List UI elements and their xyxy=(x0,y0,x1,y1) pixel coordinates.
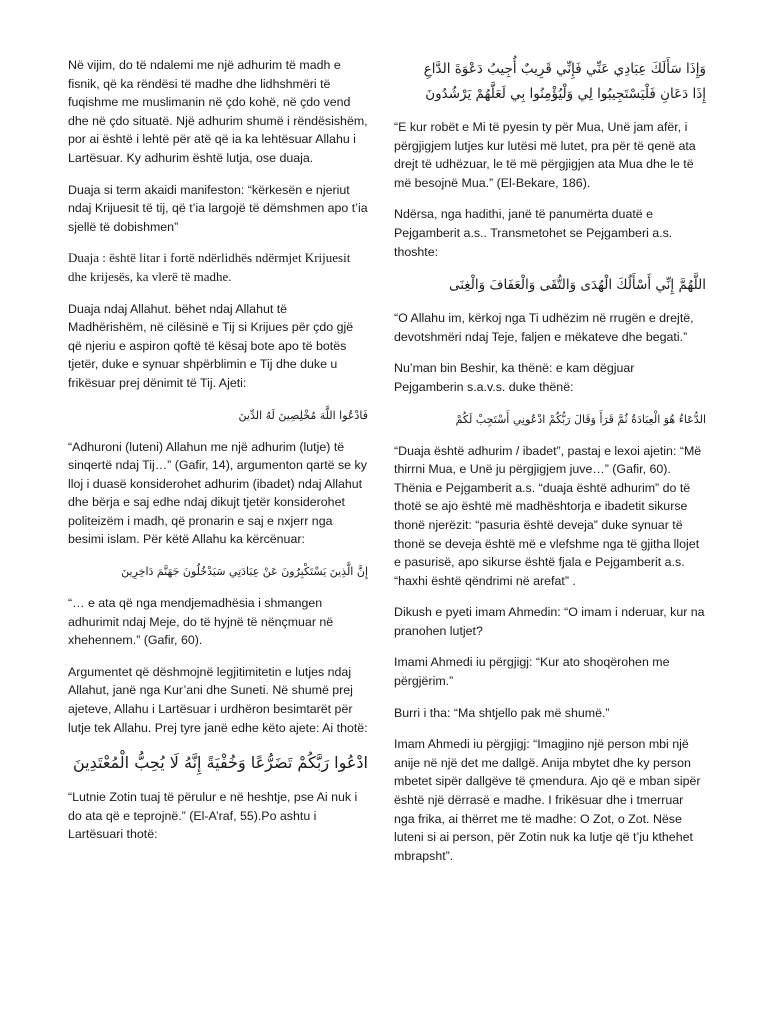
araf-55-translation: “Lutnie Zotin tuaj të përulur e në heshtje, pse Ai nuk i do ata që e teprojnë.” (El-A’raf, 55).Po ashtu i Lartësuari thotë: xyxy=(68,790,358,842)
man-request-paragraph: Burri i tha: “Ma shtjello pak më shumë.” xyxy=(394,705,610,720)
gafir-60-translation: “… e ata që nga mendjemadhësia i shmangen adhurimit ndaj Meje, do të hyjnë të nënçmuar në xhehennem.” (Gafir, 60). xyxy=(68,596,334,648)
arabic-hadith-ibadah: الدُّعَاءُ هُوَ الْعِبَادَةُ ثُمَّ قَرَأَ وَقَالَ رَبُّكُمْ ادْعُونِي أَسْتَجِبْ لَكُمْ xyxy=(455,412,706,426)
left-column xyxy=(68,56,368,857)
ibadah-explanation-paragraph: “Duaja është adhurim / ibadet”, pastaj e lexoi ajetin: “Më thirrni Mua, e Unë ju përgjigjem juve…” (Gafir, 60). Thënia e Pejgamberit a.s. “duaja është adhurim” do të thotë se ajo është më madhështorja e ibadetit sikurse thonë njerëzit: “pasuria është deveja” duke synuar të thonë se deveja është më e vlefshme nga të gjitha llojet e pasurisë, apo sikurse është fjala e Pejgamberit a.s. “haxhi është qëndrimi në arefat” . xyxy=(394,443,702,588)
right-column xyxy=(394,56,706,878)
imam-answer-paragraph: Imami Ahmedi iu përgjigj: “Kur ato shoqërohen me përgjërim.” xyxy=(394,655,670,689)
hadith-intro-paragraph: Ndërsa, nga hadithi, janë të panumërta duatë e Pejgamberit a.s.. Transmetohet se Pejgamberi a.s. thoshte: xyxy=(394,207,673,259)
intro-paragraph: Në vijim, do të ndalemi me një adhurim të madh e fisnik, që ka rëndësi të madhe dhe lidhshmëri të fuqishme me muslimanin në çdo kohë, në çdo vend dhe në çdo situatë. Një adhurim shumë i rëndësishëm, por ai është i lehtë për atë që ia ka lehtësuar Allahu i Lartësuar. Ky adhurim është lutja, ose duaja. xyxy=(68,58,368,165)
arabic-verse-gafir-60: إِنَّ الَّذِينَ يَسْتَكْبِرُونَ عَنْ عِبَادَتِي سَيَدْخُلُونَ جَهَنَّمَ دَاخِرِينَ xyxy=(121,565,368,579)
numan-paragraph: Nu’man bin Beshir, ka thënë: e kam dëgjuar Pejgamberin s.a.v.s. duke thënë: xyxy=(394,361,635,394)
hadith-dua-translation: “O Allahu im, kërkoj nga Ti udhëzim në rrugën e drejtë, devotshmëri ndaj Teje, faljen e mëkateve dhe begati.” xyxy=(394,311,694,344)
arabic-hadith-dua: اللَّهُمَّ إِنِّي أَسْأَلُكَ الْهُدَى وَالتُّقَى وَالْعَفَافَ وَالْغِنَى xyxy=(448,277,706,294)
imam-question-paragraph: Dikush e pyeti imam Ahmedin: “O imam i nderuar, kur na pranohen lutjet? xyxy=(394,605,705,638)
arabic-verse-bekare-186-line1: وَإِذَا سَأَلَكَ عِبَادِي عَنِّي فَإِنِّي قَرِيبٌ أُجِيبُ دَعْوَةَ الدَّاعِ xyxy=(423,61,706,77)
arabic-verse-gafir-14: فَادْعُوا اللَّهَ مُخْلِصِينَ لَهُ الدِّينَ xyxy=(238,408,368,422)
definition-paragraph: Duaja si term akaidi manifeston: “kërkesën e njeriut ndaj Krijuesit të tij, që t’ia largojë të dëmshmen apo t’ia sjellë të dobishmen” xyxy=(68,182,368,234)
gafir-14-translation: “Adhuroni (luteni) Allahun me një adhurim (lutje) të sinqertë ndaj Tij…” (Gafir, 14), argumenton qartë se ky lloj i duasë konsiderohet adhurim (ibadet) ndaj Allahut dhe bërja e saj edhe ndaj dikujt tjetër konsiderohet politeizëm i madh, që pronarin e saj e nxjerr nga besimi islam. Për këtë Allahu ka kërcënuar: xyxy=(68,439,367,547)
arabic-verse-araf-55: ادْعُوا رَبَّكُمْ تَضَرُّعًا وَخُفْيَةً إِنَّهُ لَا يُحِبُّ الْمُعْتَدِينَ xyxy=(72,753,368,773)
bekare-186-translation: “E kur robët e Mi të pyesin ty për Mua, Unë jam afër, i përgjigjem lutjes kur lutësi më lutet, pra për të qenë ata drejt të udhëzuar, le të më përgjigjen ata Mua dhe le të më besojnë Mua.” (El-Bekare, 186). xyxy=(394,120,696,190)
arabic-verse-bekare-186-line2: إِذَا دَعَانِ فَلْيَسْتَجِيبُوا لِي وَلْيُؤْمِنُوا بِي لَعَلَّهُمْ يَرْشُدُونَ xyxy=(425,86,706,102)
arguments-paragraph: Argumentet që dëshmojnë legjitimitetin e lutjes ndaj Allahut, janë nga Kur’ani dhe Suneti. Në shumë prej ajeteve, Allahu i Lartësuar i urdhëron besimtarët për lutje tek Allahu. Prej tyre janë edhe këto ajete: Ai thotë: xyxy=(68,664,368,735)
rope-paragraph: Duaja : është litar i fortë ndërlidhës ndërmjet Krijuesit dhe krijesës, ka vlerë të madhe. xyxy=(68,250,351,284)
dua-to-allah-paragraph: Duaja ndaj Allahut. bëhet ndaj Allahut të Madhërishëm, në cilësinë e Tij si Krijues për çdo gjë që njeriu e aspiron qoftë të kësaj bote apo të botës tjetër, duke e synuar shpërblimin e Tij dhe duke u frikësuar prej dënimit të Tij. Ajeti: xyxy=(68,301,354,390)
ship-story-paragraph: Imam Ahmedi iu përgjigj: “Imagjino një person mbi një anije në një det me dallgë. Anija mbytet dhe ky person mbetet sipër dallgëve të çmendura. Ajo që e mban sipër është një dërrasë e madhe. I frikësuar dhe i tmerruar nga frika, ai thërret me të madhe: O Zot, o Zot. Nëse luteni si ai person, për Zotin nuk ka lutje që t’ju kthehet mbrapsht”. xyxy=(394,737,701,863)
